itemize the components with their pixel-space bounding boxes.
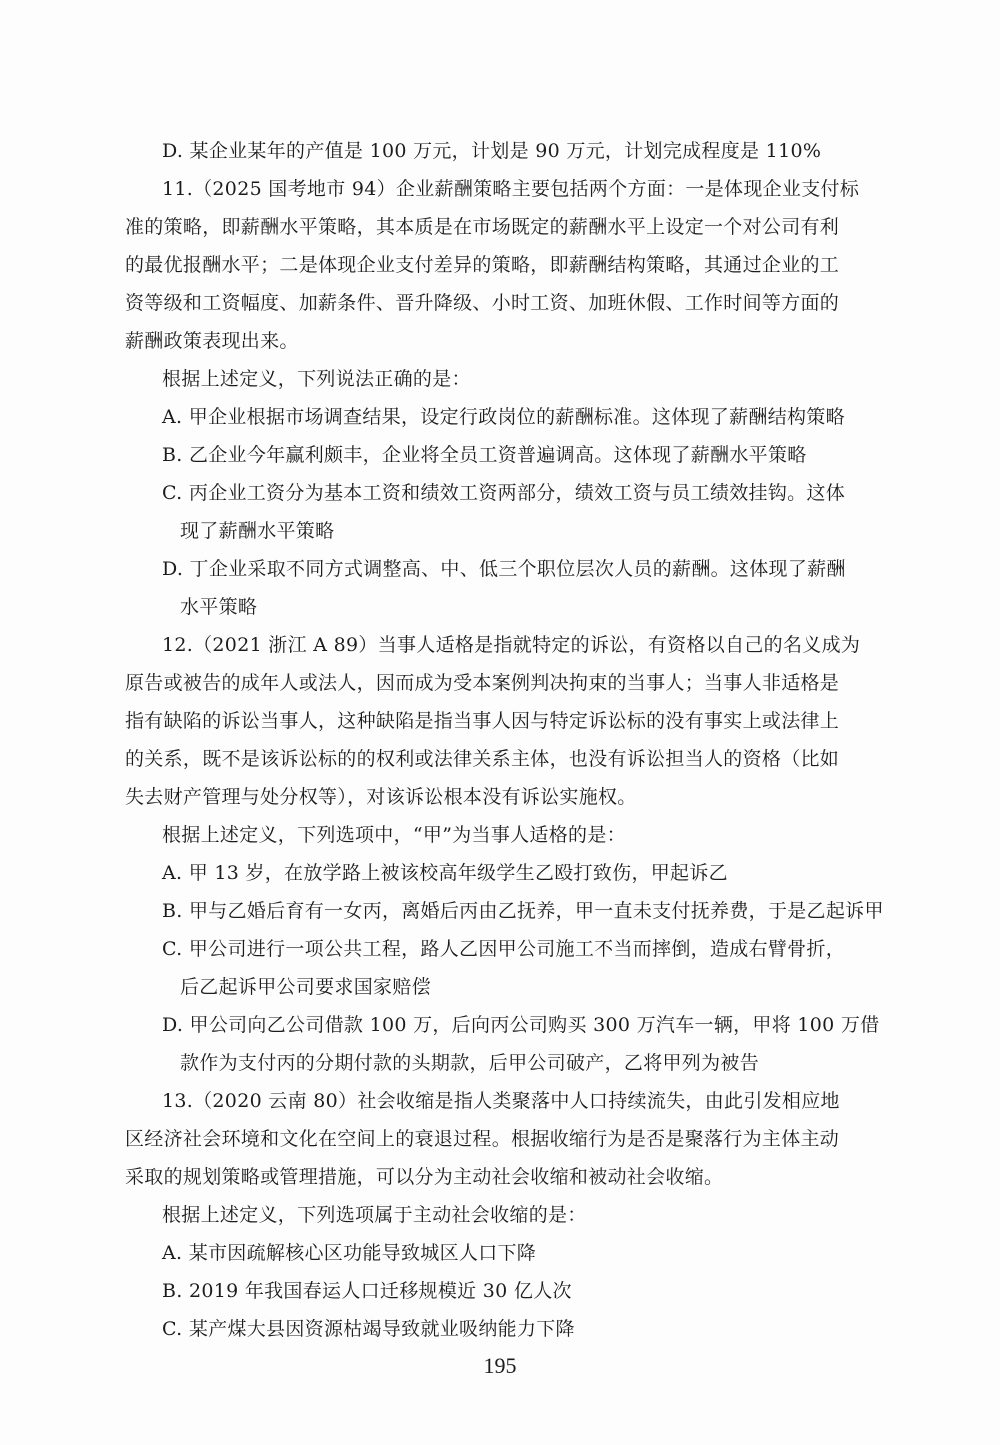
question-text-line: 区经济社会环境和文化在空间上的衰退过程。根据收缩行为是否是聚落行为主体主动 (125, 1128, 840, 1150)
question-11-header: 11.（2025 国考地市 94）企业薪酬策略主要包括两个方面：一是体现企业支付标 (162, 178, 860, 200)
option-line: B. 甲与乙婚后育有一女丙，离婚后丙由乙抚养，甲一直未支付抚养费，于是乙起诉甲 (162, 900, 884, 922)
option-line: D. 丁企业采取不同方式调整高、中、低三个职位层次人员的薪酬。这体现了薪酬 (162, 558, 846, 580)
question-prompt: 根据上述定义，下列选项属于主动社会收缩的是： (162, 1204, 587, 1226)
option-continuation: 现了薪酬水平策略 (180, 520, 335, 542)
question-text-line: 的最优报酬水平；二是体现企业支付差异的策略，即薪酬结构策略，其通过企业的工 (125, 254, 840, 276)
option-line: C. 某产煤大县因资源枯竭导致就业吸纳能力下降 (162, 1318, 575, 1340)
option-line: D. 某企业某年的产值是 100 万元，计划是 90 万元，计划完成程度是 110% (162, 140, 822, 162)
question-prompt: 根据上述定义，下列选项中，“甲”为当事人适格的是： (162, 824, 626, 846)
page-number: 195 (483, 1353, 517, 1378)
question-13-header: 13.（2020 云南 80）社会收缩是指人类聚落中人口持续流失，由此引发相应地 (162, 1090, 840, 1112)
option-continuation: 水平策略 (180, 596, 258, 618)
question-prompt: 根据上述定义，下列说法正确的是： (162, 368, 471, 390)
option-line: C. 丙企业工资分为基本工资和绩效工资两部分，绩效工资与员工绩效挂钩。这体 (162, 482, 846, 504)
option-line: B. 乙企业今年赢利颇丰，企业将全员工资普遍调高。这体现了薪酬水平策略 (162, 444, 807, 466)
option-continuation: 款作为支付丙的分期付款的头期款，后甲公司破产，乙将甲列为被告 (180, 1052, 760, 1074)
option-line: D. 甲公司向乙公司借款 100 万，后向丙公司购买 300 万汽车一辆，甲将 100 万借 (162, 1014, 880, 1036)
option-line: C. 甲公司进行一项公共工程，路人乙因甲公司施工不当而摔倒，造成右臂骨折， (162, 938, 846, 960)
question-text-line: 指有缺陷的诉讼当事人，这种缺陷是指当事人因与特定诉讼标的没有事实上或法律上 (125, 710, 840, 732)
question-text-line: 资等级和工资幅度、加薪条件、晋升降级、小时工资、加班休假、工作时间等方面的 (125, 292, 840, 314)
option-continuation: 后乙起诉甲公司要求国家赔偿 (180, 976, 431, 998)
question-text-line: 准的策略，即薪酬水平策略，其本质是在市场既定的薪酬水平上设定一个对公司有利 (125, 216, 840, 238)
question-text-line: 失去财产管理与处分权等），对该诉讼根本没有诉讼实施权。 (125, 786, 637, 808)
question-text-line: 薪酬政策表现出来。 (125, 330, 299, 352)
question-text-line: 采取的规划策略或管理措施，可以分为主动社会收缩和被动社会收缩。 (125, 1166, 724, 1188)
question-text-line: 的关系，既不是该诉讼标的的权利或法律关系主体，也没有诉讼担当人的资格（比如 (125, 748, 840, 770)
question-12-header: 12.（2021 浙江 A 89）当事人适格是指就特定的诉讼，有资格以自己的名义成为 (162, 634, 861, 656)
question-text-line: 原告或被告的成年人或法人，因而成为受本案例判决拘束的当事人；当事人非适格是 (125, 672, 840, 694)
option-line: A. 某市因疏解核心区功能导致城区人口下降 (162, 1242, 537, 1264)
option-line: A. 甲企业根据市场调查结果，设定行政岗位的薪酬标准。这体现了薪酬结构策略 (162, 406, 845, 428)
option-line: B. 2019 年我国春运人口迁移规模近 30 亿人次 (162, 1280, 572, 1302)
option-line: A. 甲 13 岁，在放学路上被该校高年级学生乙殴打致伤，甲起诉乙 (162, 862, 728, 884)
